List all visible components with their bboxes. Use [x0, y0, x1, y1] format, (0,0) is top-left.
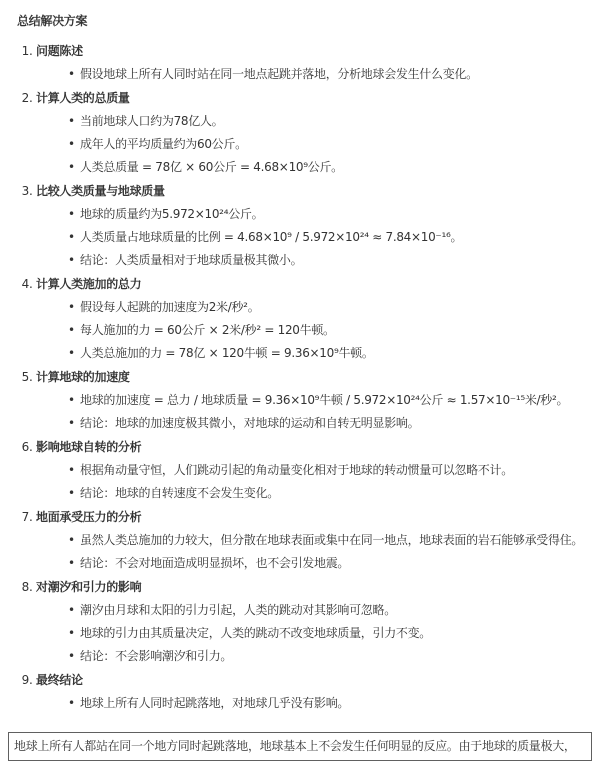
bullet-text: 结论：人类质量相对于地球质量极其微小。	[80, 253, 303, 267]
bullet-text: 结论：地球的加速度极其微小，对地球的运动和自转无明显影响。	[80, 416, 420, 430]
section-heading: 计算人类施加的总力	[36, 277, 142, 291]
bullet-item	[80, 461, 592, 480]
bullet-list	[36, 531, 592, 573]
section-item	[36, 578, 592, 666]
bullet-list	[36, 391, 592, 433]
bullet-item	[80, 601, 592, 620]
section-item	[36, 182, 592, 270]
bullet-text: 人类质量占地球质量的比例 = 4.68×10⁹ / 5.972×10²⁴ ≈ 7.84×10⁻¹⁶。	[80, 230, 463, 244]
bullet-text: 潮汐由月球和太阳的引力引起，人类的跳动对其影响可忽略。	[80, 603, 396, 617]
bullet-item	[80, 205, 592, 224]
bullet-item	[80, 531, 592, 550]
section-item	[36, 42, 592, 84]
bullet-item	[80, 251, 592, 270]
bullet-text: 虽然人类总施加的力较大，但分散在地球表面或集中在同一地点，地球表面的岩石能够承受得住。	[80, 533, 584, 547]
bullet-text: 结论：不会对地面造成明显损坏，也不会引发地震。	[80, 556, 350, 570]
section-item	[36, 508, 592, 573]
bullet-text: 假设地球上所有人同时站在同一地点起跳并落地，分析地球会发生什么变化。	[80, 67, 478, 81]
bullet-text: 地球的加速度 = 总力 / 地球质量 = 9.36×10⁹牛顿 / 5.972×10²⁴公斤 ≈ 1.57×10⁻¹⁵米/秒²。	[80, 393, 569, 407]
bullet-list	[36, 461, 592, 503]
bullet-item	[80, 694, 592, 713]
section-heading: 比较人类质量与地球质量	[36, 184, 165, 198]
bullet-item	[80, 228, 592, 247]
final-answer-box	[8, 732, 592, 761]
bullet-item	[80, 414, 592, 433]
bullet-item	[80, 624, 592, 643]
bullet-text: 地球的质量约为5.972×10²⁴公斤。	[80, 207, 264, 221]
bullet-list	[36, 65, 592, 84]
bullet-item	[80, 344, 592, 363]
section-heading: 对潮汐和引力的影响	[36, 580, 142, 594]
bullet-item	[80, 647, 592, 666]
bullet-list	[36, 601, 592, 666]
bullet-text: 假设每人起跳的加速度为2米/秒²。	[80, 300, 260, 314]
section-item	[36, 275, 592, 363]
section-item	[36, 671, 592, 713]
solution-list	[17, 42, 592, 713]
bullet-item	[80, 135, 592, 154]
bullet-list	[36, 694, 592, 713]
bullet-text: 成年人的平均质量约为60公斤。	[80, 137, 247, 151]
bullet-list	[36, 112, 592, 177]
section-heading: 最终结论	[36, 673, 83, 687]
bullet-item	[80, 158, 592, 177]
final-answer-text: 地球上所有人都站在同一个地方同时起跳落地，地球基本上不会发生任何明显的反应。由于地球的质量极大，	[14, 739, 576, 753]
bullet-item	[80, 65, 592, 84]
section-item	[36, 438, 592, 503]
bullet-text: 地球的引力由其质量决定，人类的跳动不改变地球质量，引力不变。	[80, 626, 432, 640]
section-item	[36, 368, 592, 433]
bullet-item	[80, 321, 592, 340]
bullet-text: 每人施加的力 = 60公斤 × 2米/秒² = 120牛顿。	[80, 323, 335, 337]
page-title: 总结解决方案	[17, 14, 88, 28]
bullet-list	[36, 205, 592, 270]
section-heading: 计算地球的加速度	[36, 370, 130, 384]
bullet-item	[80, 484, 592, 503]
bullet-text: 人类总施加的力 = 78亿 × 120牛顿 = 9.36×10⁹牛顿。	[80, 346, 374, 360]
bullet-text: 根据角动量守恒，人们跳动引起的角动量变化相对于地球的转动惯量可以忽略不计。	[80, 463, 513, 477]
section-heading: 地面承受压力的分析	[36, 510, 142, 524]
section-item	[36, 89, 592, 177]
bullet-text: 地球上所有人同时起跳落地，对地球几乎没有影响。	[80, 696, 350, 710]
bullet-item	[80, 112, 592, 131]
bullet-text: 结论：不会影响潮汐和引力。	[80, 649, 233, 663]
bullet-list	[36, 298, 592, 363]
bullet-text: 当前地球人口约为78亿人。	[80, 114, 224, 128]
bullet-text: 结论：地球的自转速度不会发生变化。	[80, 486, 279, 500]
bullet-text: 人类总质量 = 78亿 × 60公斤 = 4.68×10⁹公斤。	[80, 160, 343, 174]
section-heading: 计算人类的总质量	[36, 91, 130, 105]
section-heading: 问题陈述	[36, 44, 83, 58]
section-heading: 影响地球自转的分析	[36, 440, 142, 454]
bullet-item	[80, 391, 592, 410]
bullet-item	[80, 554, 592, 573]
bullet-item	[80, 298, 592, 317]
